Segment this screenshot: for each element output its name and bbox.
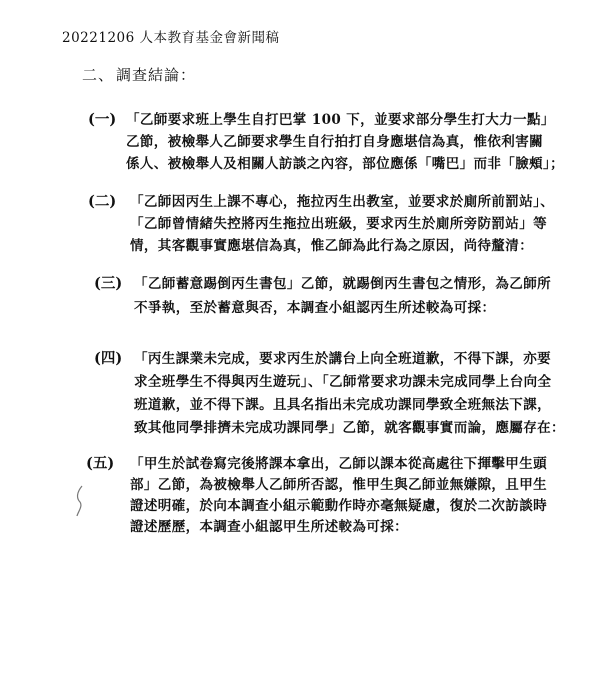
section-title-text: 調查結論：: [116, 66, 197, 84]
item-marker: (四): [94, 350, 123, 367]
item-line: 班道歉，並不得下課。且具名指出未完成功課同學致全班無法下課，: [134, 397, 551, 413]
item-line: 求全班學生不得與丙生遊玩」、「乙師常要求功課未完成同學上台向全: [134, 374, 552, 390]
item-line: 證述明確，於向本調查小組示範動作時亦毫無疑慮，復於二次訪談時: [130, 498, 547, 514]
item-line: 乙節，被檢舉人乙師要求學生自行拍打自身應堪信為真，惟依利害關: [126, 134, 543, 150]
section-heading: [82, 64, 196, 85]
pen-scribble-mark: [74, 484, 86, 518]
item-line: 「甲生於試卷寫完後將課本拿出，乙師以課本從高處往下揮擊甲生頭: [130, 456, 547, 472]
item-line: 「乙師要求班上學生自打巴掌 100 下，並要求部分學生打大力一點」: [126, 112, 555, 128]
item-line: 情，其客觀事實應堪信為真，惟乙師為此行為之原因，尚待釐清：: [130, 238, 534, 254]
item-line: 「乙師曾情緒失控將丙生拖拉出班級，要求丙生於廁所旁防罰站」等: [130, 216, 547, 232]
item-marker: (五): [86, 455, 115, 472]
item-line: 「乙師因丙生上課不專心，拖拉丙生出教室，並要求於廁所前罰站」、: [130, 194, 555, 210]
item-line: 部」乙節，為被檢舉人乙師所否認，惟甲生與乙師並無嫌隙，且甲生: [130, 477, 547, 493]
item-line: 「乙師蓄意踢倒丙生書包」乙節，就踢倒丙生書包之情形，為乙師所: [134, 276, 551, 292]
item-line: 係人、被檢舉人及相關人訪談之內容，部位應係「嘴巴」而非「臉頰」；: [126, 156, 565, 172]
item-marker: (一): [88, 111, 117, 128]
item-line: 不爭執，至於蓄意與否，本調查小組認丙生所述較為可採：: [134, 300, 496, 316]
item-line: 致其他同學排擠未完成功課同學」乙節，就客觀事實而論，應屬存在：: [134, 420, 565, 436]
item-marker: (二): [88, 193, 117, 210]
item-marker: (三): [94, 275, 123, 292]
section-number: 二、: [82, 66, 115, 84]
item-line: 「丙生課業未完成，要求丙生於講台上向全班道歉，不得下課，亦要: [134, 351, 551, 367]
item-line: 證述歷歷，本調查小組認甲生所述較為可採：: [130, 519, 408, 535]
press-release-header: 20221206 人本教育基金會新聞稿: [62, 30, 280, 46]
